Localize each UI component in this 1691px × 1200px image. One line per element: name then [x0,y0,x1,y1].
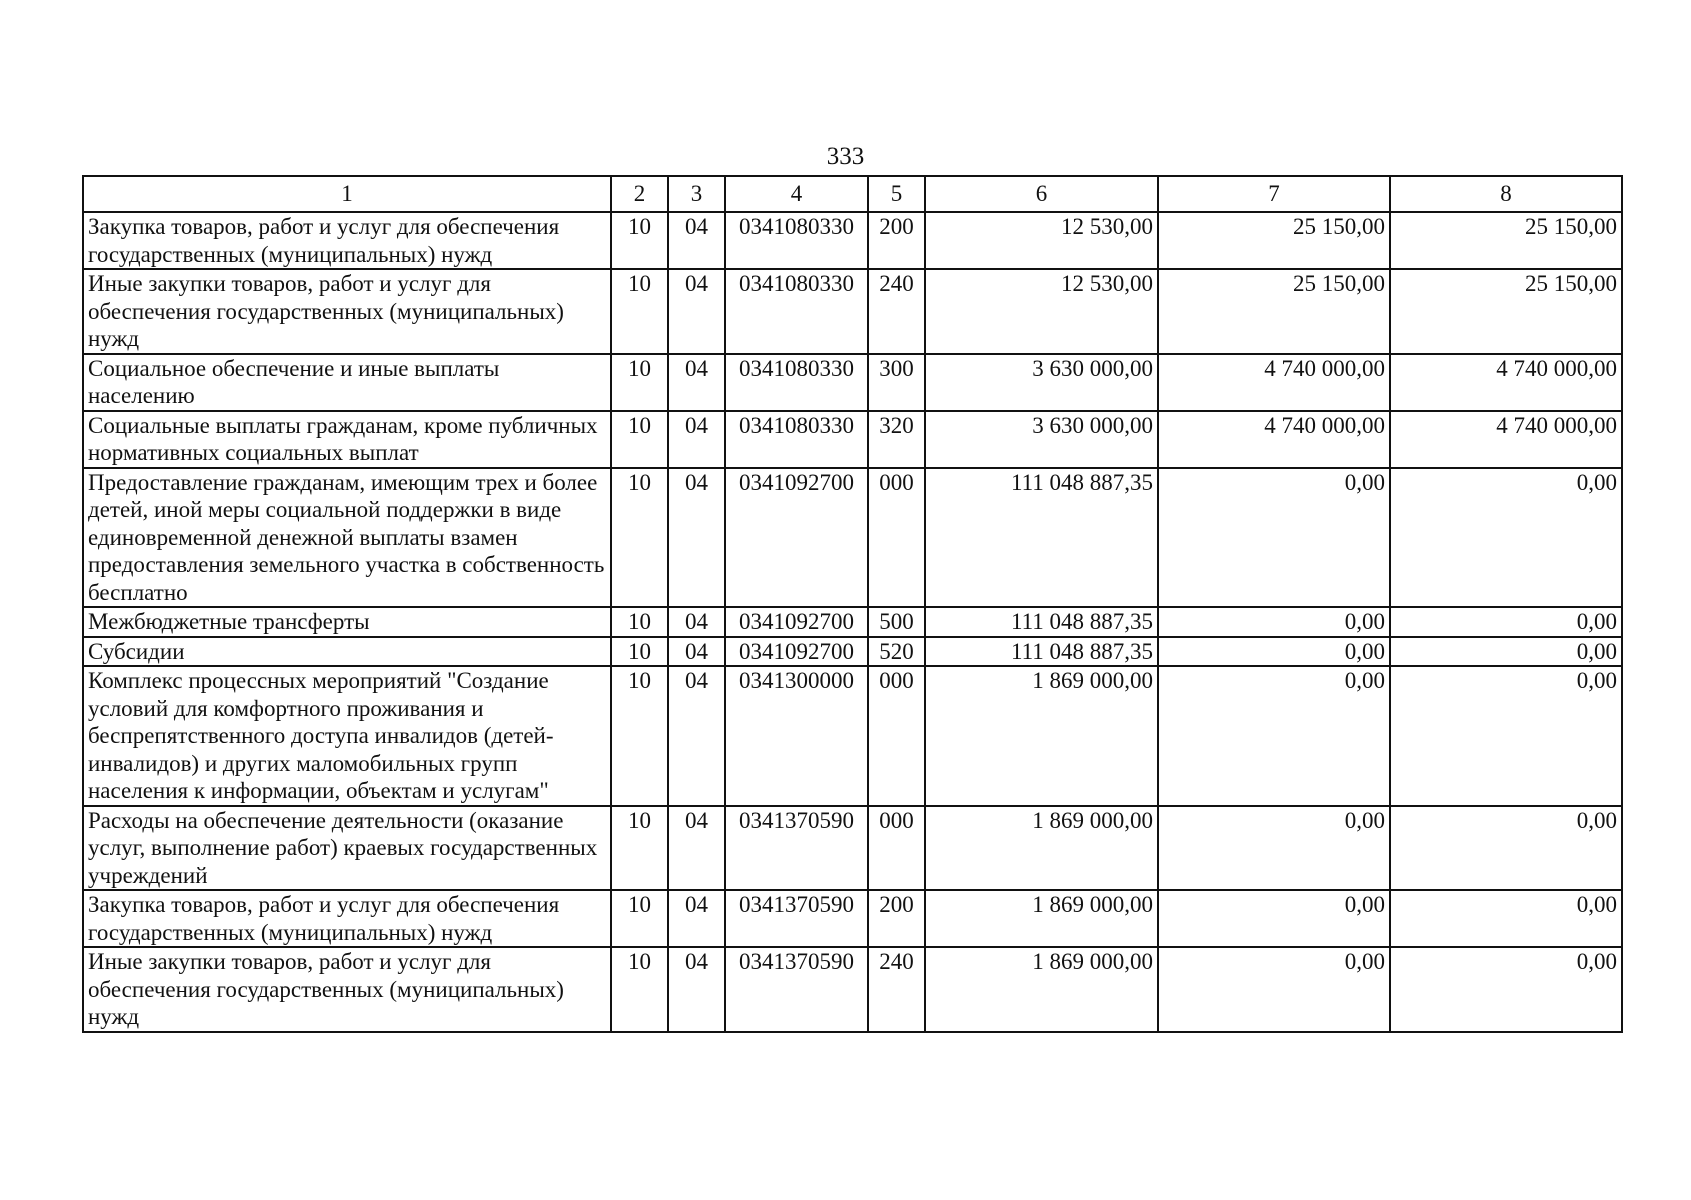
row-amount-col6: 1 869 000,00 [925,806,1158,891]
row-name: Межбюджетные трансферты [83,607,611,637]
row-target-code: 0341092700 [725,468,868,608]
row-subsection-code: 04 [668,637,725,667]
row-amount-col7: 25 150,00 [1158,212,1390,269]
row-expense-type-code: 500 [868,607,925,637]
row-amount-col7: 0,00 [1158,607,1390,637]
row-amount-col6: 12 530,00 [925,212,1158,269]
table-row [83,666,1622,806]
header-col-3: 3 [668,176,725,212]
row-subsection-code: 04 [668,890,725,947]
row-expense-type-code: 000 [868,806,925,891]
table-row [83,354,1622,411]
row-section-code: 10 [611,269,668,354]
table-row [83,890,1622,947]
row-target-code: 0341080330 [725,269,868,354]
row-amount-col7: 0,00 [1158,890,1390,947]
header-col-6: 6 [925,176,1158,212]
row-amount-col6: 1 869 000,00 [925,666,1158,806]
header-row [83,176,1622,212]
table-header [83,176,1622,212]
row-expense-type-code: 200 [868,212,925,269]
row-subsection-code: 04 [668,354,725,411]
row-amount-col8: 0,00 [1390,468,1622,608]
table-row [83,411,1622,468]
row-section-code: 10 [611,806,668,891]
row-amount-col8: 25 150,00 [1390,269,1622,354]
row-section-code: 10 [611,890,668,947]
row-subsection-code: 04 [668,411,725,468]
row-expense-type-code: 000 [868,468,925,608]
row-expense-type-code: 320 [868,411,925,468]
row-name: Социальные выплаты гражданам, кроме публичных нормативных социальных выплат [83,411,611,468]
row-subsection-code: 04 [668,269,725,354]
row-target-code: 0341370590 [725,947,868,1032]
row-amount-col6: 111 048 887,35 [925,468,1158,608]
row-name: Закупка товаров, работ и услуг для обеспечения государственных (муниципальных) нужд [83,890,611,947]
row-target-code: 0341370590 [725,806,868,891]
row-target-code: 0341092700 [725,607,868,637]
row-section-code: 10 [611,468,668,608]
row-amount-col8: 0,00 [1390,666,1622,806]
row-name: Расходы на обеспечение деятельности (оказание услуг, выполнение работ) краевых государственных учреждений [83,806,611,891]
table-row [83,637,1622,667]
header-col-4: 4 [725,176,868,212]
row-name: Иные закупки товаров, работ и услуг для обеспечения государственных (муниципальных) нужд [83,269,611,354]
page-number: 333 [826,143,865,170]
row-target-code: 0341080330 [725,411,868,468]
row-section-code: 10 [611,947,668,1032]
row-subsection-code: 04 [668,666,725,806]
row-amount-col7: 25 150,00 [1158,269,1390,354]
row-amount-col8: 4 740 000,00 [1390,354,1622,411]
row-target-code: 0341370590 [725,890,868,947]
row-amount-col8: 0,00 [1390,637,1622,667]
row-amount-col7: 0,00 [1158,947,1390,1032]
row-subsection-code: 04 [668,607,725,637]
row-expense-type-code: 200 [868,890,925,947]
row-expense-type-code: 240 [868,269,925,354]
row-amount-col6: 3 630 000,00 [925,411,1158,468]
row-amount-col8: 25 150,00 [1390,212,1622,269]
row-subsection-code: 04 [668,212,725,269]
row-expense-type-code: 240 [868,947,925,1032]
header-col-7: 7 [1158,176,1390,212]
row-section-code: 10 [611,354,668,411]
row-amount-col7: 4 740 000,00 [1158,411,1390,468]
row-name: Субсидии [83,637,611,667]
row-name: Закупка товаров, работ и услуг для обеспечения государственных (муниципальных) нужд [83,212,611,269]
table-row [83,468,1622,608]
table-row [83,212,1622,269]
header-col-8: 8 [1390,176,1622,212]
row-subsection-code: 04 [668,468,725,608]
row-amount-col7: 0,00 [1158,637,1390,667]
row-subsection-code: 04 [668,947,725,1032]
row-target-code: 0341080330 [725,212,868,269]
row-name: Иные закупки товаров, работ и услуг для обеспечения государственных (муниципальных) нужд [83,947,611,1032]
row-section-code: 10 [611,212,668,269]
table-row [83,607,1622,637]
row-section-code: 10 [611,607,668,637]
row-amount-col6: 111 048 887,35 [925,637,1158,667]
header-col-2: 2 [611,176,668,212]
row-amount-col6: 1 869 000,00 [925,890,1158,947]
row-target-code: 0341300000 [725,666,868,806]
table-body [83,212,1622,1032]
row-target-code: 0341092700 [725,637,868,667]
row-expense-type-code: 520 [868,637,925,667]
row-amount-col6: 111 048 887,35 [925,607,1158,637]
row-amount-col7: 0,00 [1158,806,1390,891]
row-amount-col6: 3 630 000,00 [925,354,1158,411]
table-row [83,806,1622,891]
row-amount-col7: 0,00 [1158,468,1390,608]
row-amount-col8: 4 740 000,00 [1390,411,1622,468]
row-expense-type-code: 000 [868,666,925,806]
row-amount-col7: 0,00 [1158,666,1390,806]
row-amount-col8: 0,00 [1390,806,1622,891]
header-col-5: 5 [868,176,925,212]
row-section-code: 10 [611,666,668,806]
row-amount-col8: 0,00 [1390,890,1622,947]
row-amount-col7: 4 740 000,00 [1158,354,1390,411]
header-col-1: 1 [83,176,611,212]
row-expense-type-code: 300 [868,354,925,411]
row-name: Предоставление гражданам, имеющим трех и более детей, иной меры социальной поддержки в виде единовременной денежной выплаты взамен предоставления земельного участка в собственность бесплатно [83,468,611,608]
row-name: Социальное обеспечение и иные выплаты населению [83,354,611,411]
row-amount-col6: 1 869 000,00 [925,947,1158,1032]
table-row [83,269,1622,354]
row-section-code: 10 [611,411,668,468]
row-amount-col8: 0,00 [1390,947,1622,1032]
row-target-code: 0341080330 [725,354,868,411]
row-amount-col8: 0,00 [1390,607,1622,637]
row-name: Комплекс процессных мероприятий "Создание условий для комфортного проживания и беспрепятственного доступа инвалидов (детей-инвалидов) и других маломобильных групп населения к информации, объектам и услугам" [83,666,611,806]
table-row [83,947,1622,1032]
row-section-code: 10 [611,637,668,667]
row-amount-col6: 12 530,00 [925,269,1158,354]
row-subsection-code: 04 [668,806,725,891]
budget-table [82,175,1623,1033]
